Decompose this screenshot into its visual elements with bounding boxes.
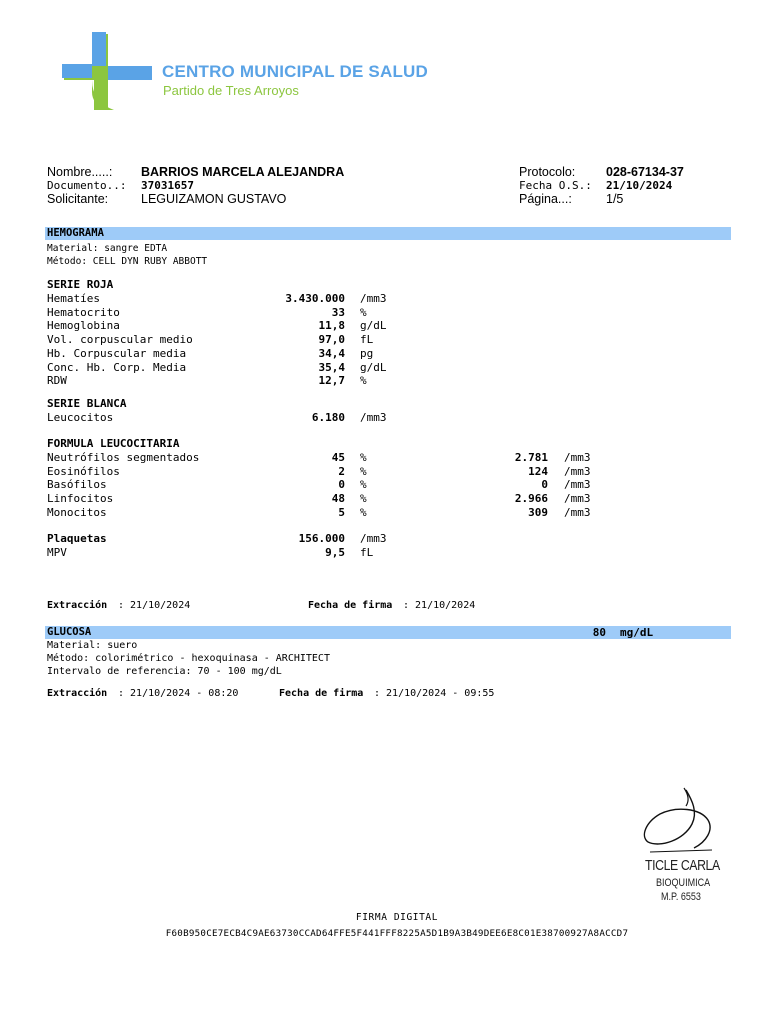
- row-unit: /mm3: [360, 292, 387, 305]
- row-name: Neutrófilos segmentados: [47, 451, 200, 464]
- row-unit: %: [360, 451, 367, 464]
- signer-role: BIOQUIMICA: [656, 877, 711, 889]
- row-abs-unit: /mm3: [564, 451, 591, 464]
- sign-date-label: Fecha de firma: [279, 688, 364, 699]
- glucosa-material: Material: suero: [47, 640, 138, 651]
- row-name: Eosinófilos: [47, 465, 120, 478]
- formula-title: FORMULA LEUCOCITARIA: [47, 437, 180, 450]
- requester-label: Solicitante:: [47, 192, 109, 206]
- sign-date: : 21/10/2024 - 09:55: [374, 688, 495, 699]
- row-value: 97,0: [318, 333, 345, 346]
- hemograma-header-bar: [45, 227, 731, 240]
- digital-signature-hash: F60B950CE7ECB4C9AE63730CCAD64FFE5F441FFF8225A5D1B9A3B49DEE6E8C01E38700927A8ACCD7: [165, 928, 629, 939]
- logo-cross-icon: [62, 32, 154, 112]
- row-value: 12,7: [318, 374, 345, 387]
- row-unit: pg: [360, 347, 374, 360]
- patient-name: BARRIOS MARCELA ALEJANDRA: [141, 165, 345, 179]
- row-name: Vol. corpuscular medio: [47, 333, 193, 346]
- row-value: 5: [338, 506, 345, 519]
- row-value: 34,4: [318, 347, 345, 360]
- signer-license: M.P. 6553: [661, 891, 701, 903]
- row-unit: %: [360, 478, 367, 491]
- glucosa-value: 80: [592, 626, 606, 639]
- extraction-date: : 21/10/2024: [118, 600, 191, 611]
- glucosa-unit: mg/dL: [620, 626, 654, 639]
- glucosa-title: GLUCOSA: [47, 626, 92, 638]
- row-abs-unit: /mm3: [564, 506, 591, 519]
- requester-name: LEGUIZAMON GUSTAVO: [141, 192, 287, 206]
- row-value: 0: [338, 478, 345, 491]
- date-label: Fecha O.S.:: [519, 179, 592, 192]
- row-name: Basófilos: [47, 478, 107, 491]
- row-value: 45: [331, 451, 345, 464]
- row-value: 11,8: [318, 319, 345, 332]
- handwritten-signature-icon: [640, 786, 724, 862]
- row-unit: %: [360, 374, 367, 387]
- document-label: Documento..:: [47, 179, 127, 192]
- mpv-value: 9,5: [325, 546, 345, 559]
- sign-date: : 21/10/2024: [403, 600, 476, 611]
- protocol-number: 028-67134-37: [606, 165, 684, 179]
- order-date: 21/10/2024: [606, 179, 673, 192]
- row-name: RDW: [47, 374, 67, 387]
- hemograma-method: Método: CELL DYN RUBY ABBOTT: [47, 256, 208, 267]
- page-number: 1/5: [606, 192, 624, 206]
- hemograma-title: HEMOGRAMA: [47, 227, 104, 239]
- row-name: Leucocitos: [47, 411, 114, 424]
- row-name: Monocitos: [47, 506, 107, 519]
- row-value: 2: [338, 465, 345, 478]
- row-value: 48: [331, 492, 345, 505]
- row-value: 6.180: [311, 411, 345, 424]
- row-unit: g/dL: [360, 361, 387, 374]
- row-value: 3.430.000: [285, 292, 345, 305]
- mpv-unit: fL: [360, 546, 374, 559]
- row-value: 35,4: [318, 361, 345, 374]
- row-abs-unit: /mm3: [564, 478, 591, 491]
- row-abs-value: 124: [528, 465, 548, 478]
- mpv-name: MPV: [47, 546, 67, 559]
- signer-name: TICLE CARLA: [645, 857, 720, 874]
- plaquetas-value: 156.000: [298, 532, 345, 545]
- extraction-label: Extracción: [47, 600, 108, 611]
- hemograma-material: Material: sangre EDTA: [47, 243, 168, 254]
- serie-roja-title: SERIE ROJA: [47, 278, 114, 291]
- extraction-label: Extracción: [47, 688, 108, 699]
- protocol-label: Protocolo:: [519, 165, 576, 179]
- serie-blanca-title: SERIE BLANCA: [47, 397, 127, 410]
- sign-date-label: Fecha de firma: [308, 600, 393, 611]
- row-abs-unit: /mm3: [564, 465, 591, 478]
- glucosa-reference: Intervalo de referencia: 70 - 100 mg/dL: [47, 666, 282, 677]
- row-name: Hemoglobina: [47, 319, 120, 332]
- row-abs-value: 309: [528, 506, 548, 519]
- row-name: Conc. Hb. Corp. Media: [47, 361, 187, 374]
- row-name: Hematocrito: [47, 306, 120, 319]
- logo-subtitle: Partido de Tres Arroyos: [163, 83, 299, 98]
- row-unit: g/dL: [360, 319, 387, 332]
- row-unit: %: [360, 506, 367, 519]
- plaquetas-name: Plaquetas: [47, 532, 107, 545]
- digital-signature-label: FIRMA DIGITAL: [355, 912, 439, 923]
- row-unit: fL: [360, 333, 374, 346]
- row-abs-value: 2.966: [514, 492, 548, 505]
- row-abs-unit: /mm3: [564, 492, 591, 505]
- row-unit: /mm3: [360, 411, 387, 424]
- row-name: Linfocitos: [47, 492, 114, 505]
- page-label: Página...:: [519, 192, 572, 206]
- row-unit: %: [360, 465, 367, 478]
- name-label: Nombre.....:: [47, 165, 113, 179]
- patient-document: 37031657: [141, 179, 194, 192]
- row-name: Hb. Corpuscular media: [47, 347, 187, 360]
- row-unit: %: [360, 306, 367, 319]
- logo-title: CENTRO MUNICIPAL DE SALUD: [162, 62, 428, 81]
- extraction-date: : 21/10/2024 - 08:20: [118, 688, 239, 699]
- glucosa-method: Método: colorimétrico - hexoquinasa - ARCHITECT: [47, 653, 330, 664]
- row-name: Hematíes: [47, 292, 100, 305]
- row-unit: %: [360, 492, 367, 505]
- row-abs-value: 2.781: [514, 451, 548, 464]
- row-abs-value: 0: [541, 478, 548, 491]
- row-value: 33: [331, 306, 345, 319]
- plaquetas-unit: /mm3: [360, 532, 387, 545]
